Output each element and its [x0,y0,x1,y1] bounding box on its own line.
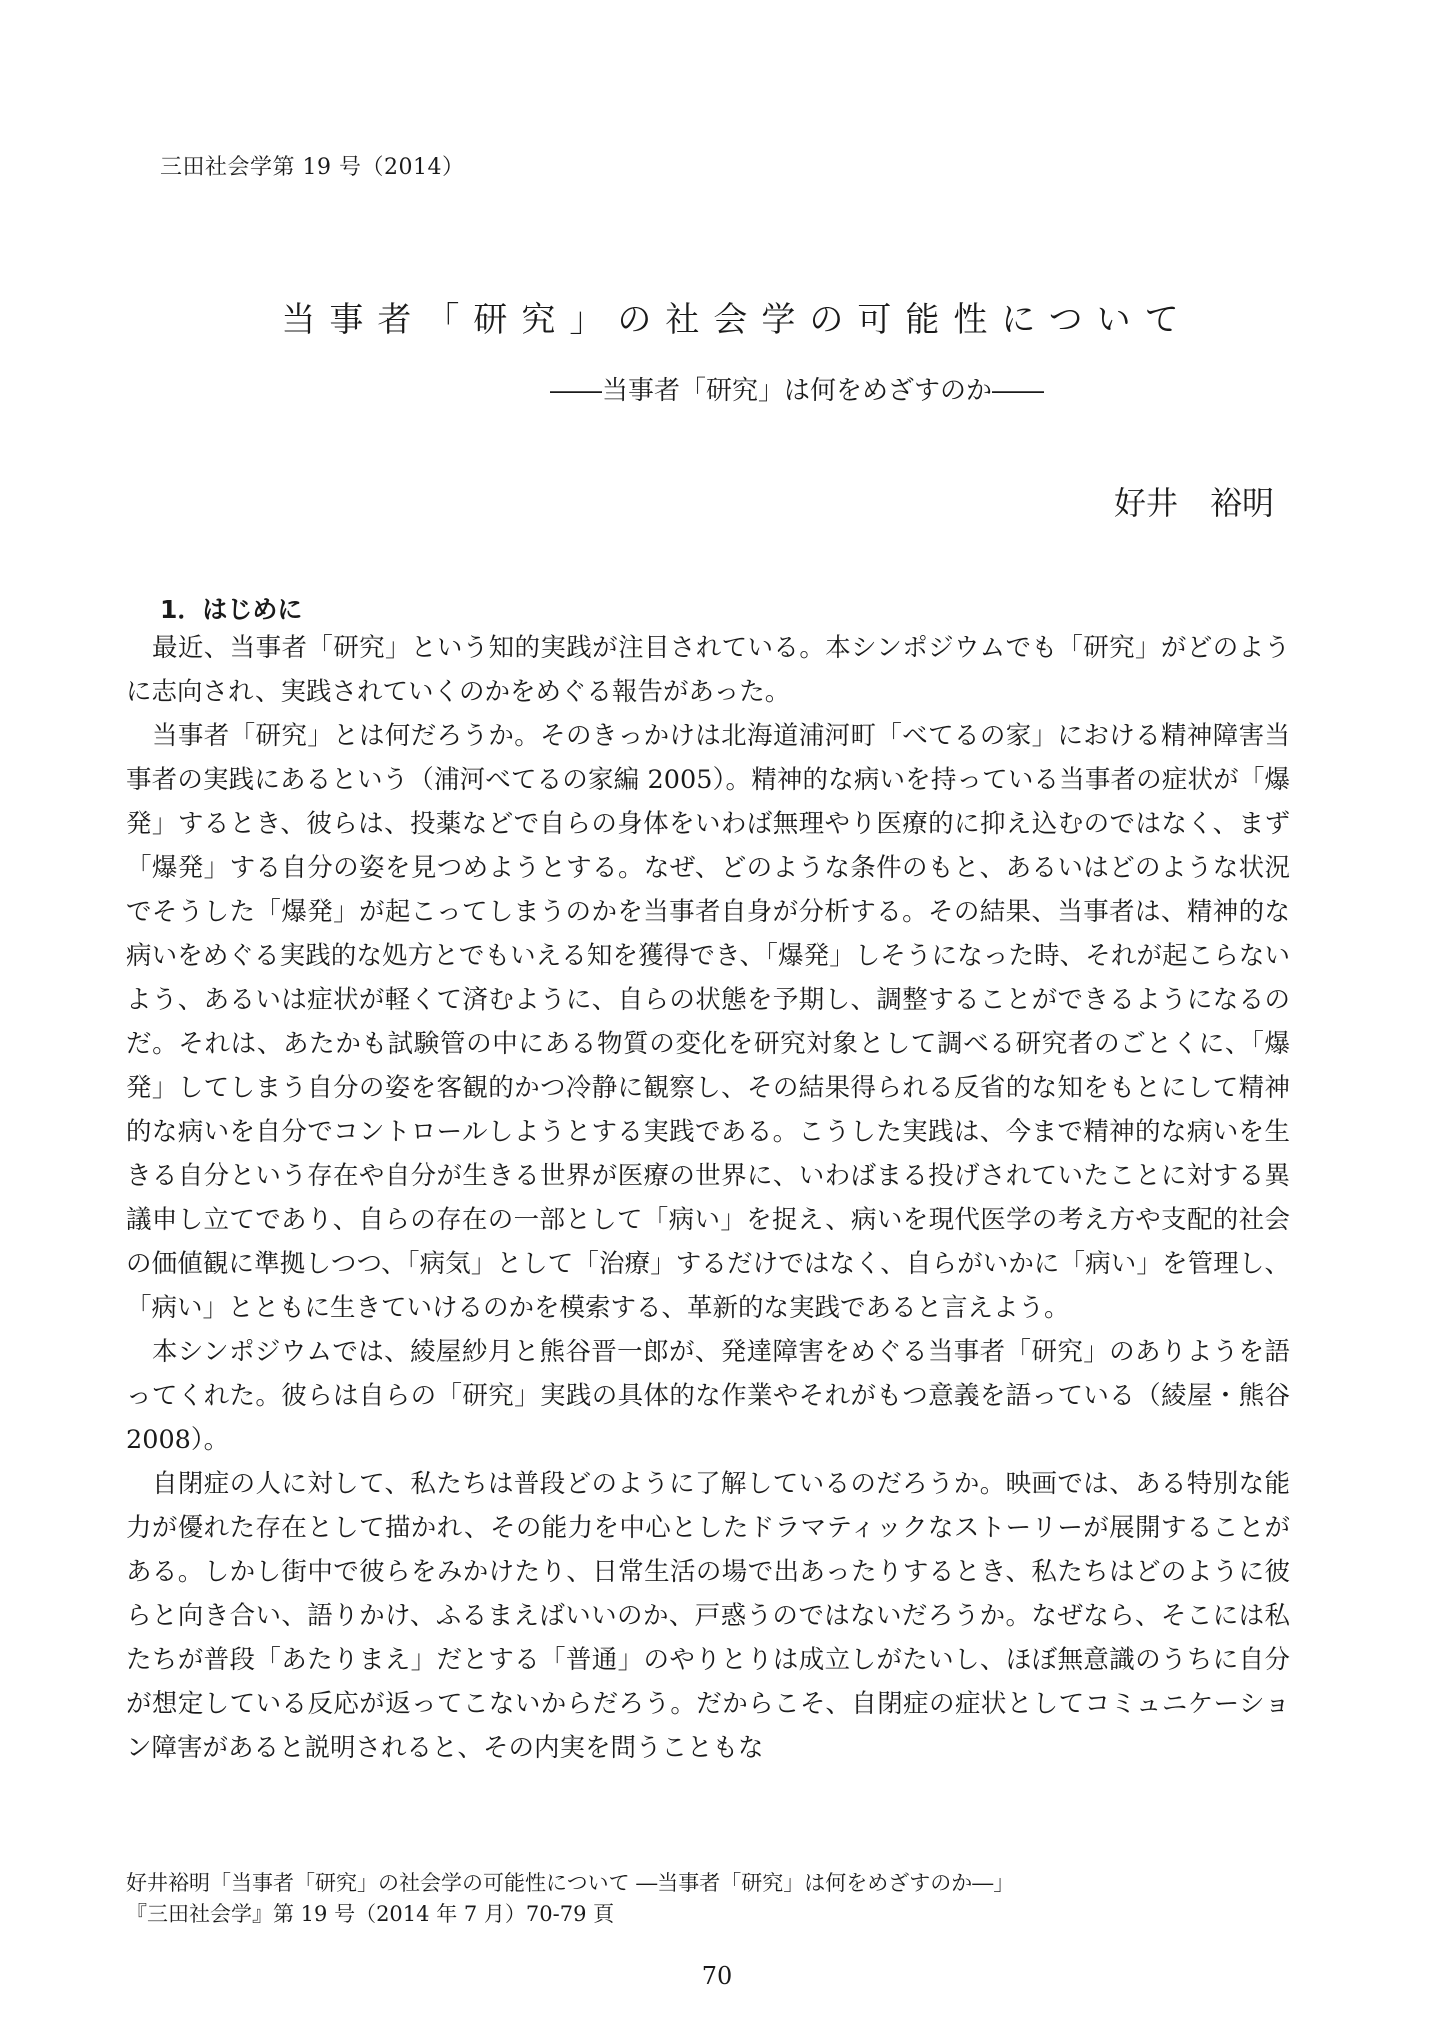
journal-issue-header: 三田社会学第 19 号（2014） [160,155,465,180]
citation-footer [126,1868,1014,1930]
paragraph: 自閉症の人に対して、私たちは普段どのように了解しているのだろうか。映画では、ある特別な能力が優れた存在として描かれ、その能力を中心としたドラマティックなストーリーが展開することがある。しかし街中で彼らをみかけたり、日常生活の場で出あったりするとき、私たちはどのように彼らと向き合い、語りかけ、ふるまえばいいのか、戸惑うのではないだろうか。なぜなら、そこには私たちが普段「あたりまえ」だとする「普通」のやりとりは成立しがたいし、ほぼ無意識のうちに自分が想定している反応が返ってこないからだろう。だからこそ、自閉症の症状としてコミュニケーション障害があると説明されると、その内実を問うこともな [126,1469,1290,1763]
section-heading: 1．はじめに [160,595,303,624]
paragraph: 本シンポジウムでは、綾屋紗月と熊谷晋一郎が、発達障害をめぐる当事者「研究」のありようを語ってくれた。彼らは自らの「研究」実践の具体的な作業やそれがもつ意義を語っている（綾屋・熊谷 2008）。 [126,1337,1290,1455]
citation-line: 好井裕明「当事者「研究」の社会学の可能性について ―当事者「研究」は何をめざすのか―」 [126,1871,1015,1895]
article-subtitle: ――当事者「研究」は何をめざすのか―― [549,376,1044,406]
article-body [126,626,1290,1770]
article-title: 当事者「研究」の社会学の可能性について [281,300,1193,340]
citation-line: 『三田社会学』第 19 号（2014 年 7 月）70-79 頁 [126,1902,615,1926]
page-number: 70 [701,1962,733,1990]
paragraph: 当事者「研究」とは何だろうか。そのきっかけは北海道浦河町「べてるの家」における精神障害当事者の実践にあるという（浦河べてるの家編 2005）。精神的な病いを持っている当事者の症状が「爆発」するとき、彼らは、投薬などで自らの身体をいわば無理やり医療的に抑え込むのではなく、まず「爆発」する自分の姿を見つめようとする。なぜ、どのような条件のもと、あるいはどのような状況でそうした「爆発」が起こってしまうのかを当事者自身が分析する。その結果、当事者は、精神的な病いをめぐる実践的な処方とでもいえる知を獲得でき、「爆発」しそうになった時、それが起こらないよう、あるいは症状が軽くて済むように、自らの状態を予期し、調整することができるようになるのだ。それは、あたかも試験管の中にある物質の変化を研究対象として調べる研究者のごとくに、「爆発」してしまう自分の姿を客観的かつ冷静に観察し、その結果得られる反省的な知をもとにして精神的な病いを自分でコントロールしようとする実践である。こうした実践は、今まで精神的な病いを生きる自分という存在や自分が生きる世界が医療の世界に、いわばまる投げされていたことに対する異議申し立てであり、自らの存在の一部として「病い」を捉え、病いを現代医学の考え方や支配的社会の価値観に準拠しつつ、「病気」として「治療」するだけではなく、自らがいかに「病い」を管理し、「病い」とともに生きていけるのかを模索する、革新的な実践であると言えよう。 [126,721,1290,1323]
author-name: 好井 裕明 [1113,484,1274,522]
paragraph: 最近、当事者「研究」という知的実践が注目されている。本シンポジウムでも「研究」がどのように志向され、実践されていくのかをめぐる報告があった。 [126,633,1290,707]
